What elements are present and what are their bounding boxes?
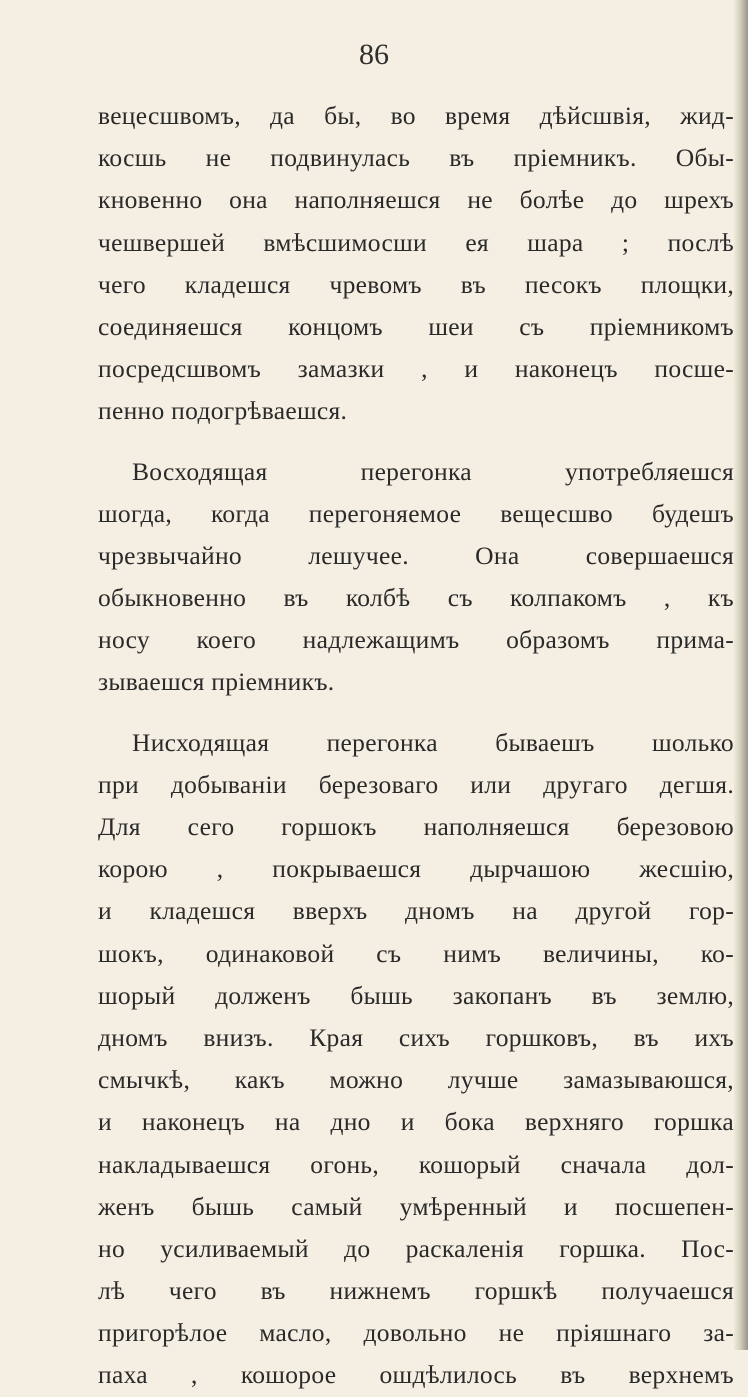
text-line: дномъ внизъ. Края сихъ горшковъ, въ ихъ — [98, 1022, 734, 1052]
text-line: зываешся пріемникъ. — [98, 667, 335, 697]
text-line: чрезвычайно лешучее. Она совершаешся — [98, 540, 734, 570]
text-line: и наконецъ на дно и бока верхняго горшка — [98, 1107, 734, 1137]
text-line: чего кладешся чревомъ въ песокъ площки, — [98, 269, 734, 299]
paragraph-3 — [98, 722, 734, 1397]
text-line: и кладешся вверхъ дномъ на другой гор- — [98, 896, 734, 926]
page-number: 86 — [359, 38, 389, 71]
paragraph-1 — [98, 95, 734, 433]
text-line: при добываніи березоваго или другаго дегшя. — [98, 769, 734, 799]
text-line: вецесшвомъ, да бы, во время дѣйсшвія, жид- — [98, 101, 734, 130]
body-text — [98, 95, 734, 1397]
page-edge-shadow — [734, 0, 748, 1350]
text-line: посредсшвомъ замазки , и наконецъ посше- — [98, 354, 734, 384]
text-line: но усиливаемый до раскаленія горшка. Пос- — [98, 1233, 734, 1263]
text-line: чешвершей вмѣсшимосши ея шара ; послѣ — [98, 227, 734, 257]
text-line: кновенно она наполняешся не болѣе до шрехъ — [98, 185, 734, 215]
text-line: Восходящая перегонка употребляешся — [132, 456, 734, 486]
text-line: носу коего надлежащимъ образомъ прима- — [98, 625, 734, 655]
text-line: шокъ, одинаковой съ нимъ величины, ко- — [98, 938, 734, 968]
text-line: женъ бышь самый умѣренный и посшепен- — [98, 1191, 734, 1221]
text-line: лѣ чего въ нижнемъ горшкѣ получаешся — [98, 1276, 734, 1306]
text-line: шогда, когда перегоняемое вещесшво будешъ — [98, 498, 734, 528]
text-line: соединяешся концомъ шеи съ пріемникомъ — [98, 311, 734, 341]
paragraph-2 — [98, 451, 734, 704]
text-line: корою , покрываешся дырчашою жесшію, — [98, 854, 734, 884]
text-line: пенно подогрѣваешся. — [98, 396, 348, 426]
text-line: смычкѣ, какъ можно лучше замазываюшся, — [98, 1065, 734, 1095]
text-line: косшь не подвинулась въ пріемникъ. Обы- — [98, 143, 734, 173]
text-line: Для сего горшокъ наполняешся березовою — [98, 812, 734, 841]
text-line: паха , кошорое ошдѣлилось въ верхнемъ — [98, 1360, 734, 1390]
text-line: Нисходящая перегонка бываешъ шолько — [132, 727, 734, 757]
text-line: накладываешся огонь, кошорый сначала дол- — [98, 1149, 734, 1179]
text-line: шорый долженъ бышь закопанъ въ землю, — [98, 980, 734, 1010]
text-line: пригорѣлое масло, довольно не пріяшнаго за- — [98, 1318, 734, 1348]
text-line: обыкновенно въ колбѣ съ колпакомъ , къ — [98, 583, 734, 613]
